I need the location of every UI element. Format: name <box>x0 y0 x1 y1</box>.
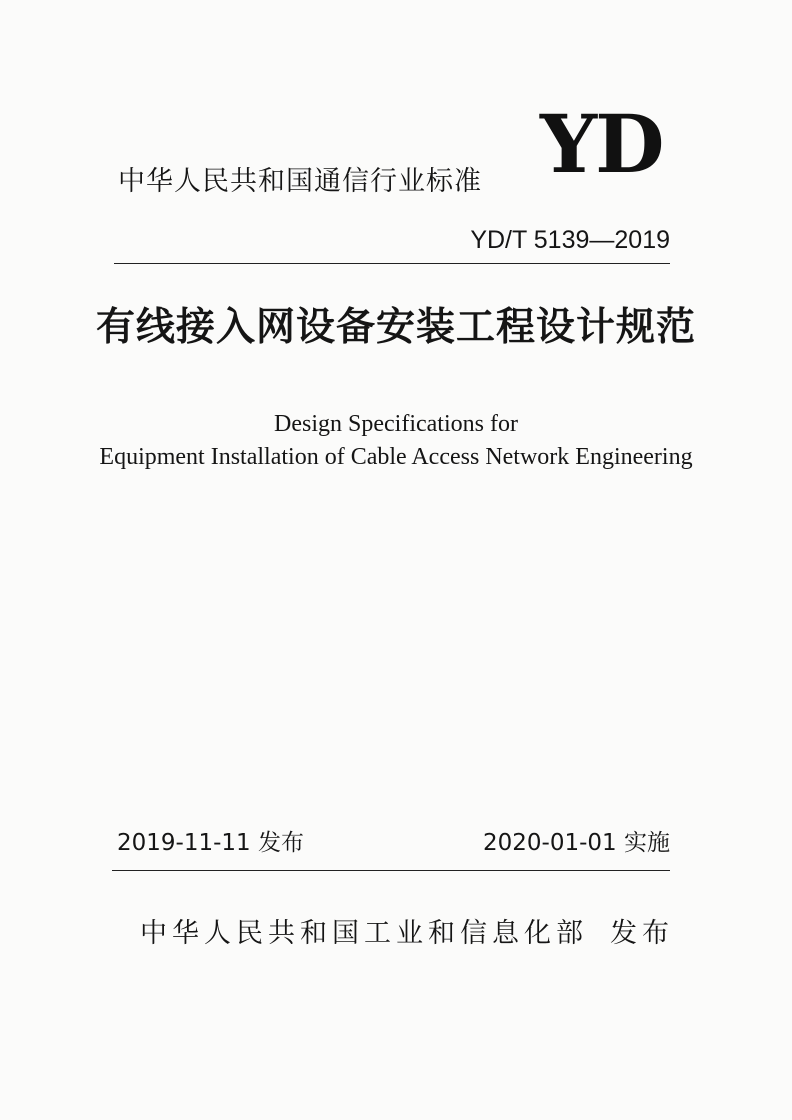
chinese-title: 有线接入网设备安装工程设计规范 <box>95 304 696 350</box>
implementation-date: 2020-01-01 实施 <box>483 830 670 856</box>
yd-logo: YD <box>540 97 663 191</box>
english-title-line-2: Equipment Installation of Cable Access Network Engineering <box>99 444 693 470</box>
top-divider <box>114 263 670 264</box>
standard-classification: 中华人民共和国通信行业标准 <box>118 166 482 197</box>
publisher-action: 发布 <box>610 918 674 949</box>
publisher <box>140 920 674 947</box>
english-title <box>0 408 792 474</box>
english-title-line-1: Design Specifications for <box>274 411 518 437</box>
bottom-divider <box>112 870 670 871</box>
issue-date: 2019-11-11 发布 <box>117 830 304 856</box>
standard-number: YD/T 5139—2019 <box>470 226 670 254</box>
publisher-name: 中华人民共和国工业和信息化部 <box>140 918 588 949</box>
